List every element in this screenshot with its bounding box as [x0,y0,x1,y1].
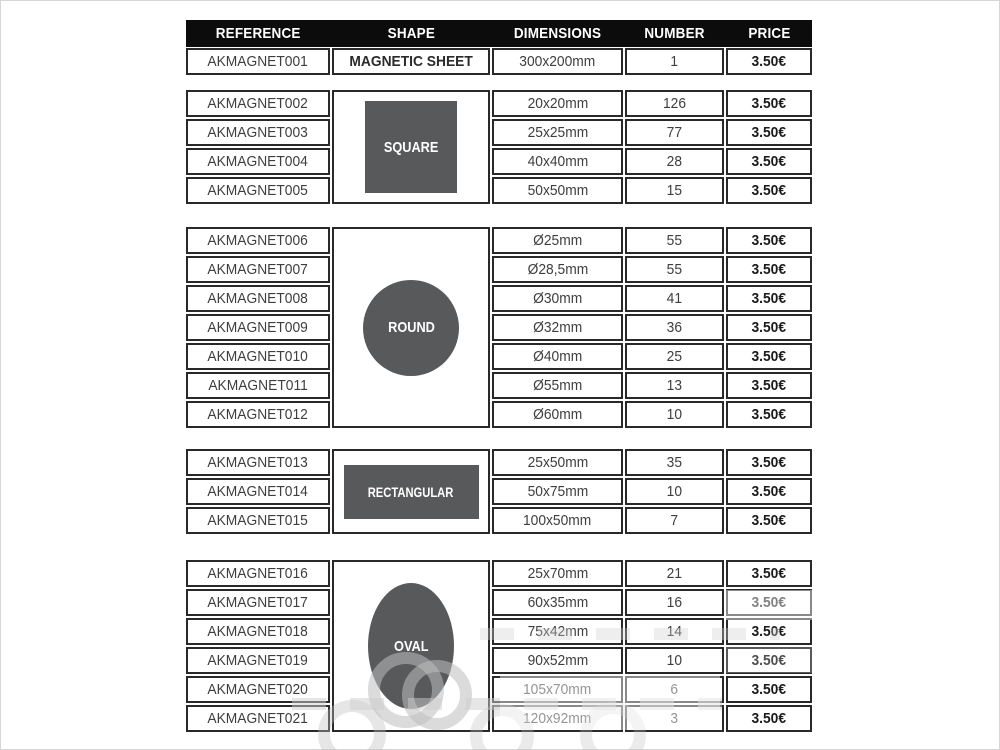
reference-cell: AKMAGNET014 [186,478,330,505]
section-oval [186,560,812,732]
dimensions-cell: Ø32mm [492,314,623,341]
dimensions-cell: Ø60mm [492,401,623,428]
reference-cell: AKMAGNET013 [186,449,330,476]
number-cell: 28 [625,148,724,175]
dimensions-cell: 120x92mm [492,705,623,732]
number-cell: 10 [625,401,724,428]
price-cell: 3.50€ [726,647,812,674]
reference-cell: AKMAGNET018 [186,618,330,645]
price-cell: 3.50€ [726,507,812,534]
section-square [186,90,812,204]
shape-cell [332,48,490,75]
dimensions-cell: 50x50mm [492,177,623,204]
shape-cell [332,560,490,732]
number-cell: 126 [625,90,724,117]
reference-cell: AKMAGNET009 [186,314,330,341]
price-cell: 3.50€ [726,148,812,175]
reference-cell: AKMAGNET001 [186,48,330,75]
col-header-shape: SHAPE [387,25,435,42]
dimensions-cell: 100x50mm [492,507,623,534]
number-cell: 77 [625,119,724,146]
reference-cell: AKMAGNET011 [186,372,330,399]
price-cell: 3.50€ [726,314,812,341]
number-cell: 55 [625,227,724,254]
dimensions-cell: 20x20mm [492,90,623,117]
reference-cell: AKMAGNET016 [186,560,330,587]
dimensions-cell: 25x25mm [492,119,623,146]
reference-cell: AKMAGNET007 [186,256,330,283]
section-rectangular [186,449,812,534]
price-cell: 3.50€ [726,119,812,146]
number-cell: 13 [625,372,724,399]
dimensions-cell: 60x35mm [492,589,623,616]
number-cell: 16 [625,589,724,616]
price-cell: 3.50€ [726,285,812,312]
number-cell: 15 [625,177,724,204]
shape-rectangular-glyph [344,465,479,519]
shape-cell [332,449,490,534]
dimensions-cell: 105x70mm [492,676,623,703]
number-cell: 55 [625,256,724,283]
price-cell: 3.50€ [726,478,812,505]
shape-label-sheet: MAGNETIC SHEET [349,53,473,70]
reference-cell: AKMAGNET005 [186,177,330,204]
dimensions-cell: Ø25mm [492,227,623,254]
reference-cell: AKMAGNET012 [186,401,330,428]
reference-cell: AKMAGNET008 [186,285,330,312]
price-cell: 3.50€ [726,177,812,204]
price-cell: 3.50€ [726,90,812,117]
dimensions-cell: 75x42mm [492,618,623,645]
price-cell: 3.50€ [726,705,812,732]
col-header-dimensions: DIMENSIONS [513,25,602,42]
price-cell: 3.50€ [726,343,812,370]
col-header-number: NUMBER [644,25,705,42]
dimensions-cell: 25x70mm [492,560,623,587]
price-cell: 3.50€ [726,676,812,703]
shape-square-glyph [365,101,457,193]
dimensions-cell: 50x75mm [492,478,623,505]
shape-label: ROUND [387,319,435,336]
reference-cell: AKMAGNET017 [186,589,330,616]
number-cell: 36 [625,314,724,341]
number-cell: 10 [625,647,724,674]
reference-cell: AKMAGNET010 [186,343,330,370]
dimensions-cell: Ø30mm [492,285,623,312]
price-cell: 3.50€ [726,589,812,616]
number-cell: 6 [625,676,724,703]
price-cell: 3.50€ [726,372,812,399]
dimensions-cell: 40x40mm [492,148,623,175]
section-round [186,227,812,428]
reference-cell: AKMAGNET021 [186,705,330,732]
dimensions-cell: Ø28,5mm [492,256,623,283]
shape-label: SQUARE [383,138,439,156]
price-cell: 3.50€ [726,48,812,75]
section-sheet [186,48,812,75]
table-header [186,20,812,47]
dimensions-cell: Ø55mm [492,372,623,399]
number-cell: 3 [625,705,724,732]
price-cell: 3.50€ [726,256,812,283]
price-cell: 3.50€ [726,227,812,254]
number-cell: 14 [625,618,724,645]
number-cell: 21 [625,560,724,587]
dimensions-cell: 25x50mm [492,449,623,476]
price-cell: 3.50€ [726,401,812,428]
reference-cell: AKMAGNET015 [186,507,330,534]
shape-oval-glyph [368,583,454,709]
col-header-price: PRICE [747,25,791,42]
price-cell: 3.50€ [726,618,812,645]
number-cell: 7 [625,507,724,534]
number-cell: 1 [625,48,724,75]
price-cell: 3.50€ [726,560,812,587]
reference-cell: AKMAGNET006 [186,227,330,254]
shape-label: RECTANGULAR [368,483,454,500]
shape-cell [332,90,490,204]
number-cell: 25 [625,343,724,370]
shape-label: OVAL [393,637,429,655]
reference-cell: AKMAGNET020 [186,676,330,703]
col-header-reference: REFERENCE [215,25,301,42]
reference-cell: AKMAGNET019 [186,647,330,674]
dimensions-cell: Ø40mm [492,343,623,370]
number-cell: 10 [625,478,724,505]
dimensions-cell: 300x200mm [492,48,623,75]
reference-cell: AKMAGNET003 [186,119,330,146]
reference-cell: AKMAGNET004 [186,148,330,175]
number-cell: 35 [625,449,724,476]
dimensions-cell: 90x52mm [492,647,623,674]
reference-cell: AKMAGNET002 [186,90,330,117]
number-cell: 41 [625,285,724,312]
price-cell: 3.50€ [726,449,812,476]
shape-round-glyph [363,280,459,376]
shape-cell [332,227,490,428]
